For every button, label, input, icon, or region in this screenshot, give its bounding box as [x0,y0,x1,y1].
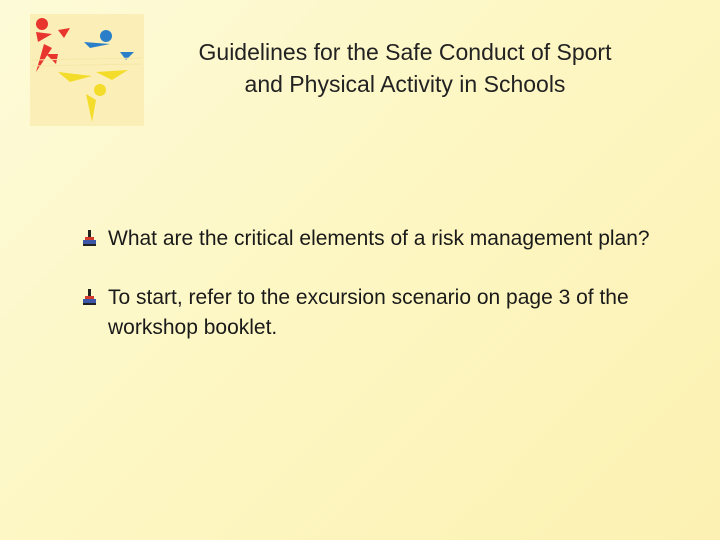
title-line-1: Guidelines for the Safe Conduct of Sport [198,39,612,65]
bullet-text: What are the critical elements of a risk management plan? [108,227,650,250]
list-item [82,224,682,254]
bullet-marker-icon [82,228,98,248]
list-item [82,283,682,343]
sport-figures-logo-icon [30,14,144,126]
bullet-list [82,224,682,343]
bullet-text: To start, refer to the excursion scenario on page 3 of the workshop booklet. [108,286,629,339]
page-title [150,36,660,100]
title-line-2: and Physical Activity in Schools [244,71,566,97]
bullet-marker-icon [82,287,98,307]
